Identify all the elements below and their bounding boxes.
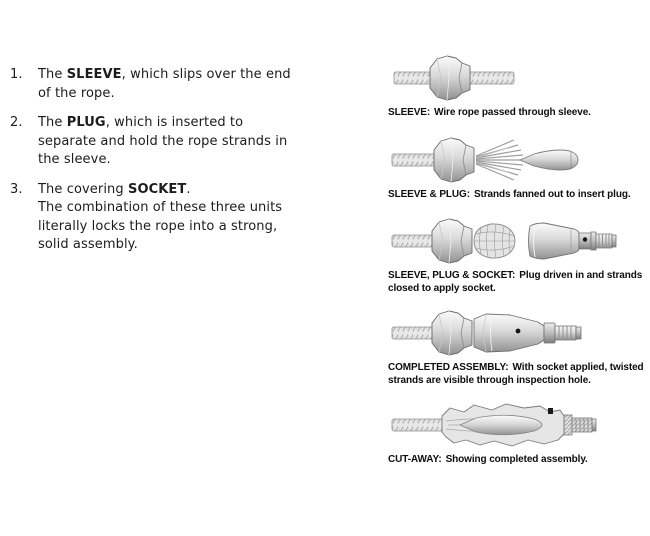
figure-caption-text: With socket applied, twisted (512, 362, 644, 373)
figure-caption (388, 270, 646, 295)
inspection-hole-cut (548, 408, 553, 414)
inspection-hole (583, 237, 587, 241)
text-line: the sleeve. (38, 152, 111, 167)
sleeve-plug-illustration (388, 134, 638, 186)
list-item-number: 3. (10, 181, 23, 197)
figure-caption-text: closed to apply socket. (388, 282, 496, 294)
text-line: separate and hold the rope strands in (38, 133, 288, 149)
text-segment: The (38, 115, 67, 130)
figure-caption-text: Showing completed assembly. (445, 454, 588, 465)
figure-sleeve-plug (388, 134, 646, 202)
inspection-hole (516, 329, 521, 334)
figure-cutaway (388, 399, 646, 467)
figure-caption-label: CUT-AWAY: (388, 454, 442, 465)
text-segment: The (38, 67, 67, 82)
figure-caption-label: SLEEVE & PLUG: (388, 188, 470, 200)
text-segment: The covering (38, 181, 128, 197)
list-item-text (38, 114, 287, 170)
plug-part (520, 150, 578, 170)
list-item-number: 1. (10, 67, 23, 82)
text-line (38, 181, 282, 200)
text-line (38, 66, 291, 85)
figure-sleeve (388, 52, 646, 120)
wire-rope-sleeve-illustration (388, 52, 638, 104)
cutaway-body (442, 404, 564, 446)
completed-assembly-illustration (388, 307, 638, 359)
figure-caption-text: strands are visible through inspection hole. (388, 374, 591, 386)
figure-caption-label: COMPLETED ASSEMBLY: (388, 362, 509, 373)
text-segment: , which slips over the end (121, 67, 291, 82)
list-item-text (38, 66, 291, 103)
figure-sleeve-plug-socket (388, 215, 646, 295)
text-line: solid assembly. (38, 237, 138, 252)
figure-column (388, 52, 646, 467)
text-segment-bold: SOCKET (127, 181, 187, 197)
text-line: The combination of these three units (38, 200, 283, 215)
text-segment: . (186, 181, 191, 197)
sleeve-plug-socket-illustration (388, 215, 638, 267)
figure-completed-assembly (388, 307, 646, 387)
figure-caption (388, 189, 646, 202)
list-item (10, 66, 355, 103)
text-line: literally locks the rope into a strong, (38, 218, 278, 234)
text-segment: , which is inserted to (105, 115, 244, 130)
list-item-text (38, 181, 282, 255)
cutaway-illustration (388, 399, 638, 451)
text-line (38, 114, 287, 133)
figure-caption-text: Wire rope passed through sleeve. (434, 107, 591, 118)
fanned-strands (476, 140, 524, 180)
figure-caption-text: Plug driven in and strands (519, 270, 643, 281)
socket-on-assembly (474, 314, 581, 352)
figure-caption-text: Strands fanned out to insert plug. (473, 188, 631, 200)
text-segment-bold: PLUG (66, 115, 106, 130)
instructions-list (10, 66, 355, 266)
list-item (10, 114, 355, 170)
socket-part (529, 223, 617, 259)
figure-caption (388, 362, 646, 387)
figure-caption (388, 454, 646, 467)
list-item (10, 181, 355, 255)
figure-caption-label: SLEEVE, PLUG & SOCKET: (388, 270, 516, 281)
figure-caption-label: SLEEVE: (388, 107, 431, 118)
list-item-number: 2. (10, 115, 23, 130)
cutaway-stub (564, 415, 596, 435)
closed-strands-bulb (474, 224, 515, 258)
text-segment-bold: SLEEVE (66, 67, 122, 82)
figure-caption (388, 107, 646, 120)
text-line: of the rope. (38, 85, 115, 101)
